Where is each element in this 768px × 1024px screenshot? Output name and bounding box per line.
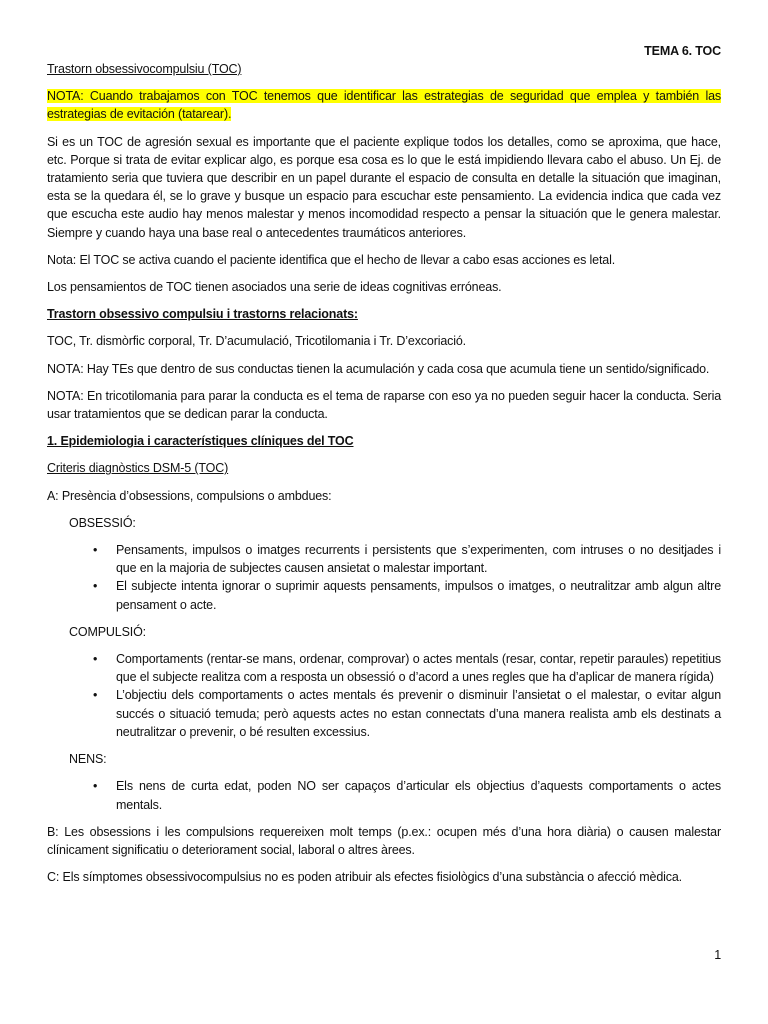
section-heading-epidemiologia: 1. Epidemiologia i característiques clíniques del TOC <box>47 434 354 449</box>
nota-tricotilomania-paragraph: NOTA: En tricotilomania para parar la conducta es el tema de raparse con eso ya no pueden seguir hacer la conducta. Seria usar tratamientos que se dedican parar la conducta. <box>47 388 721 422</box>
highlighted-note: NOTA: Cuando trabajamos con TOC tenemos que identificar las estrategias de seguridad que emplea y también las estrategias de evitación (tatarear). <box>47 89 721 122</box>
agresion-paragraph: Si es un TOC de agresión sexual es importante que el paciente explique todos los detalles, como se aproxima, que hace, etc. Porque si trata de evitar explicar algo, es porque esa cosa es lo que le está impidiendo llevara cabo el abuso. Un Ej. de tratamiento seria que tuviera que describir en un papel durante el espacio de consulta en detalle la situación que imaginan, esta se la quedara él, se lo grave y busque un espacio para escuchar este pensamiento. La evidencia indica que cada vez que escucha este audio hay menos malestar y menos incomodidad respecto a pensar la situación que le genera malestar. Siempre y cuando haya una base real o antecedentes traumáticos anteriores. <box>47 134 721 240</box>
list-item: • L’objectiu dels comportaments o actes mentals és prevenir o disminuir l’ansietat o el malestar, o evitar algun succés o situació temuda; però aquests actes no estan connectats d’una manera realista amb els destinats a neutralitzar o prevenir, o bé resulten excessius. <box>116 686 721 741</box>
obsessio-list <box>47 541 721 614</box>
page-number: 1 <box>714 948 721 962</box>
heading-relacionats: Trastorn obsessivo compulsiu i trastorns relacionats: <box>47 307 358 322</box>
obsessio-label: OBSESSIÓ: <box>69 515 136 530</box>
criteri-c: C: Els símptomes obsessivocompulsius no es poden atribuir als efectes fisiològics d’una substància o afecció mèdica. <box>47 870 683 885</box>
nens-label: NENS: <box>69 752 107 767</box>
nota-highlight-paragraph <box>47 87 721 123</box>
list-item: • Els nens de curta edat, poden NO ser capaços d’articular els objectius d’aquests comportaments o actes mentals. <box>116 777 721 813</box>
list-item: • Comportaments (rentar-se mans, ordenar, comprovar) o actes mentals (resar, contar, repetir paraules) repetitius que el subjecte realitza com a resposta un obsessió o d’acord a unes regles que ha d’aplicar de manera rígida) <box>116 650 721 686</box>
list-item: • Pensaments, impulsos o imatges recurrents i persistents que s’experimenten, com intruses o no desitjades i que en la majoria de subjectes causen ansietat o malestar important. <box>116 541 721 577</box>
nens-list <box>47 777 721 813</box>
pensamientos-paragraph: Los pensamientos de TOC tienen asociados una serie de ideas cognitivas erróneas. <box>47 280 502 295</box>
document-title: Trastorn obsessivocompulsiu (TOC) <box>47 62 242 76</box>
criteri-a: A: Presència d’obsessions, compulsions o ambdues: <box>47 488 332 503</box>
criteris-heading: Criteris diagnòstics DSM-5 (TOC) <box>47 461 229 476</box>
criteri-b: B: Les obsessions i les compulsions requereixen molt temps (p.ex.: ocupen més d’una hora diària) o causen malestar clínicament significatiu o deteriorament social, laboral o altres àrees. <box>47 824 721 857</box>
compulsio-label: COMPULSIÓ: <box>69 624 146 639</box>
page-content <box>47 60 721 895</box>
nota-tes-paragraph: NOTA: Hay TEs que dentro de sus conductas tienen la acumulación y cada cosa que acumula tiene un sentido/significado. <box>47 361 710 376</box>
compulsio-list <box>47 650 721 741</box>
list-item: • El subjecte intenta ignorar o suprimir aquests pensaments, impulsos o imatges, o neutralitzar amb algun altre pensament o acte. <box>116 577 721 613</box>
page-header: TEMA 6. TOC <box>644 44 721 58</box>
trastorns-list-paragraph: TOC, Tr. dismòrfic corporal, Tr. D’acumulació, Tricotilomania i Tr. D’excoriació. <box>47 334 466 349</box>
nota-letal-paragraph: Nota: El TOC se activa cuando el paciente identifica que el hecho de llevar a cabo esas acciones es letal. <box>47 252 616 267</box>
